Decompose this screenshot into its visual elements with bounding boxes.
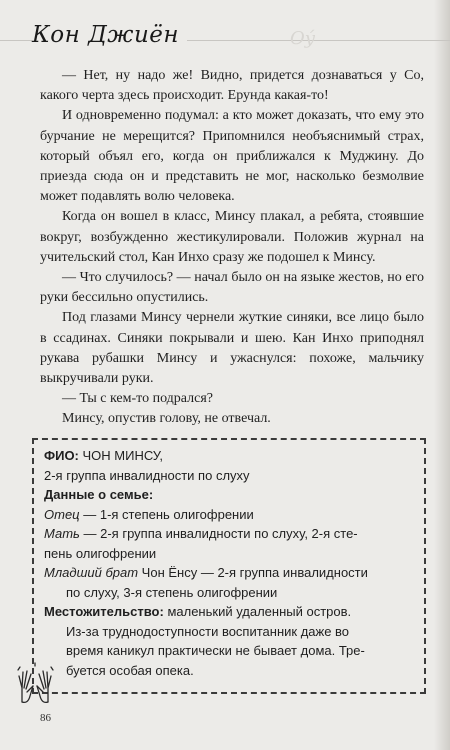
brother-value: Чон Ёнсу — 2-я группа инвалидности — [141, 565, 368, 580]
student-info-box — [32, 438, 426, 694]
family-heading — [44, 485, 414, 505]
father-label: Отец — [44, 506, 80, 522]
fio-line — [44, 446, 414, 466]
residence-line-cont: Из-за труднодоступности воспитанник даже во — [66, 623, 350, 639]
mother-value: — 2-я группа инвалидности по слуху, 2-я сте- — [83, 526, 358, 541]
fio-label: ФИО: — [44, 448, 79, 463]
brother-line — [44, 563, 414, 583]
page-number: 86 — [40, 712, 51, 724]
mother-line-cont: пень олигофрении — [44, 545, 157, 561]
paragraph: Когда он вошел в класс, Минсу плакал, а ребята, стоявшие вокруг, возбужденно жестикулировали. Положив журнал на учительский стол, Кан Инхо сразу же подошел к Минсу. — [40, 209, 424, 265]
bleed-through-text: Оу́ — [290, 28, 316, 49]
paragraph: Минсу, опустив голову, не отвечал. — [62, 411, 271, 427]
mother-line — [44, 524, 414, 544]
paragraph: Под глазами Минсу чернели жуткие синяки, все лицо было в ссадинах. Синяки покрывали и шею. Кан Инхо приподнял рукава рубашки Минсу и ужаснулся: похоже, мальчику выкручивали руки. — [40, 310, 424, 387]
brother-line-cont: по слуху, 3-я степень олигофрении — [66, 584, 278, 600]
residence-line-cont: буется особая опека. — [66, 662, 194, 678]
residence-line-cont: время каникул практически не бывает дома. Тре- — [66, 643, 365, 658]
page-header — [0, 0, 450, 64]
family-label: Данные о семье: — [44, 487, 154, 502]
brother-label: Младший брат — [44, 565, 139, 580]
residence-value: маленький удаленный остров. — [167, 604, 352, 619]
father-value: — 1-я степень олигофрении — [83, 506, 254, 522]
paragraph: — Ты с кем-то подрался? — [62, 391, 213, 407]
father-line — [44, 505, 414, 525]
residence-label: Местожительство: — [44, 604, 164, 619]
fio-value: ЧОН МИНСУ, — [82, 448, 163, 463]
body-text — [40, 66, 424, 430]
residence-line — [44, 602, 414, 622]
paragraph: — Что случилось? — начал было он на языке жестов, но его руки бессильно опустились. — [40, 270, 424, 306]
mother-label: Мать — [44, 526, 80, 541]
page-edge-shadow — [434, 0, 450, 750]
disability-line: 2-я группа инвалидности по слуху — [44, 467, 250, 483]
paragraph: И одновременно подумал: а кто может доказать, что ему это бурчание не мерещится? Припомнился необъяснимый страх, который объял его, когда он приближался к Муджину. До приезда сюда он и представить не мог, насколько безмолвие может подавлять волю человека. — [40, 108, 424, 205]
paragraph: — Нет, ну надо же! Видно, придется дознаваться у Со, какого черта здесь происходит. Ерунда какая-то! — [40, 68, 424, 104]
sign-language-hands-icon — [16, 662, 56, 706]
running-title: Кон Джиён — [32, 22, 187, 48]
